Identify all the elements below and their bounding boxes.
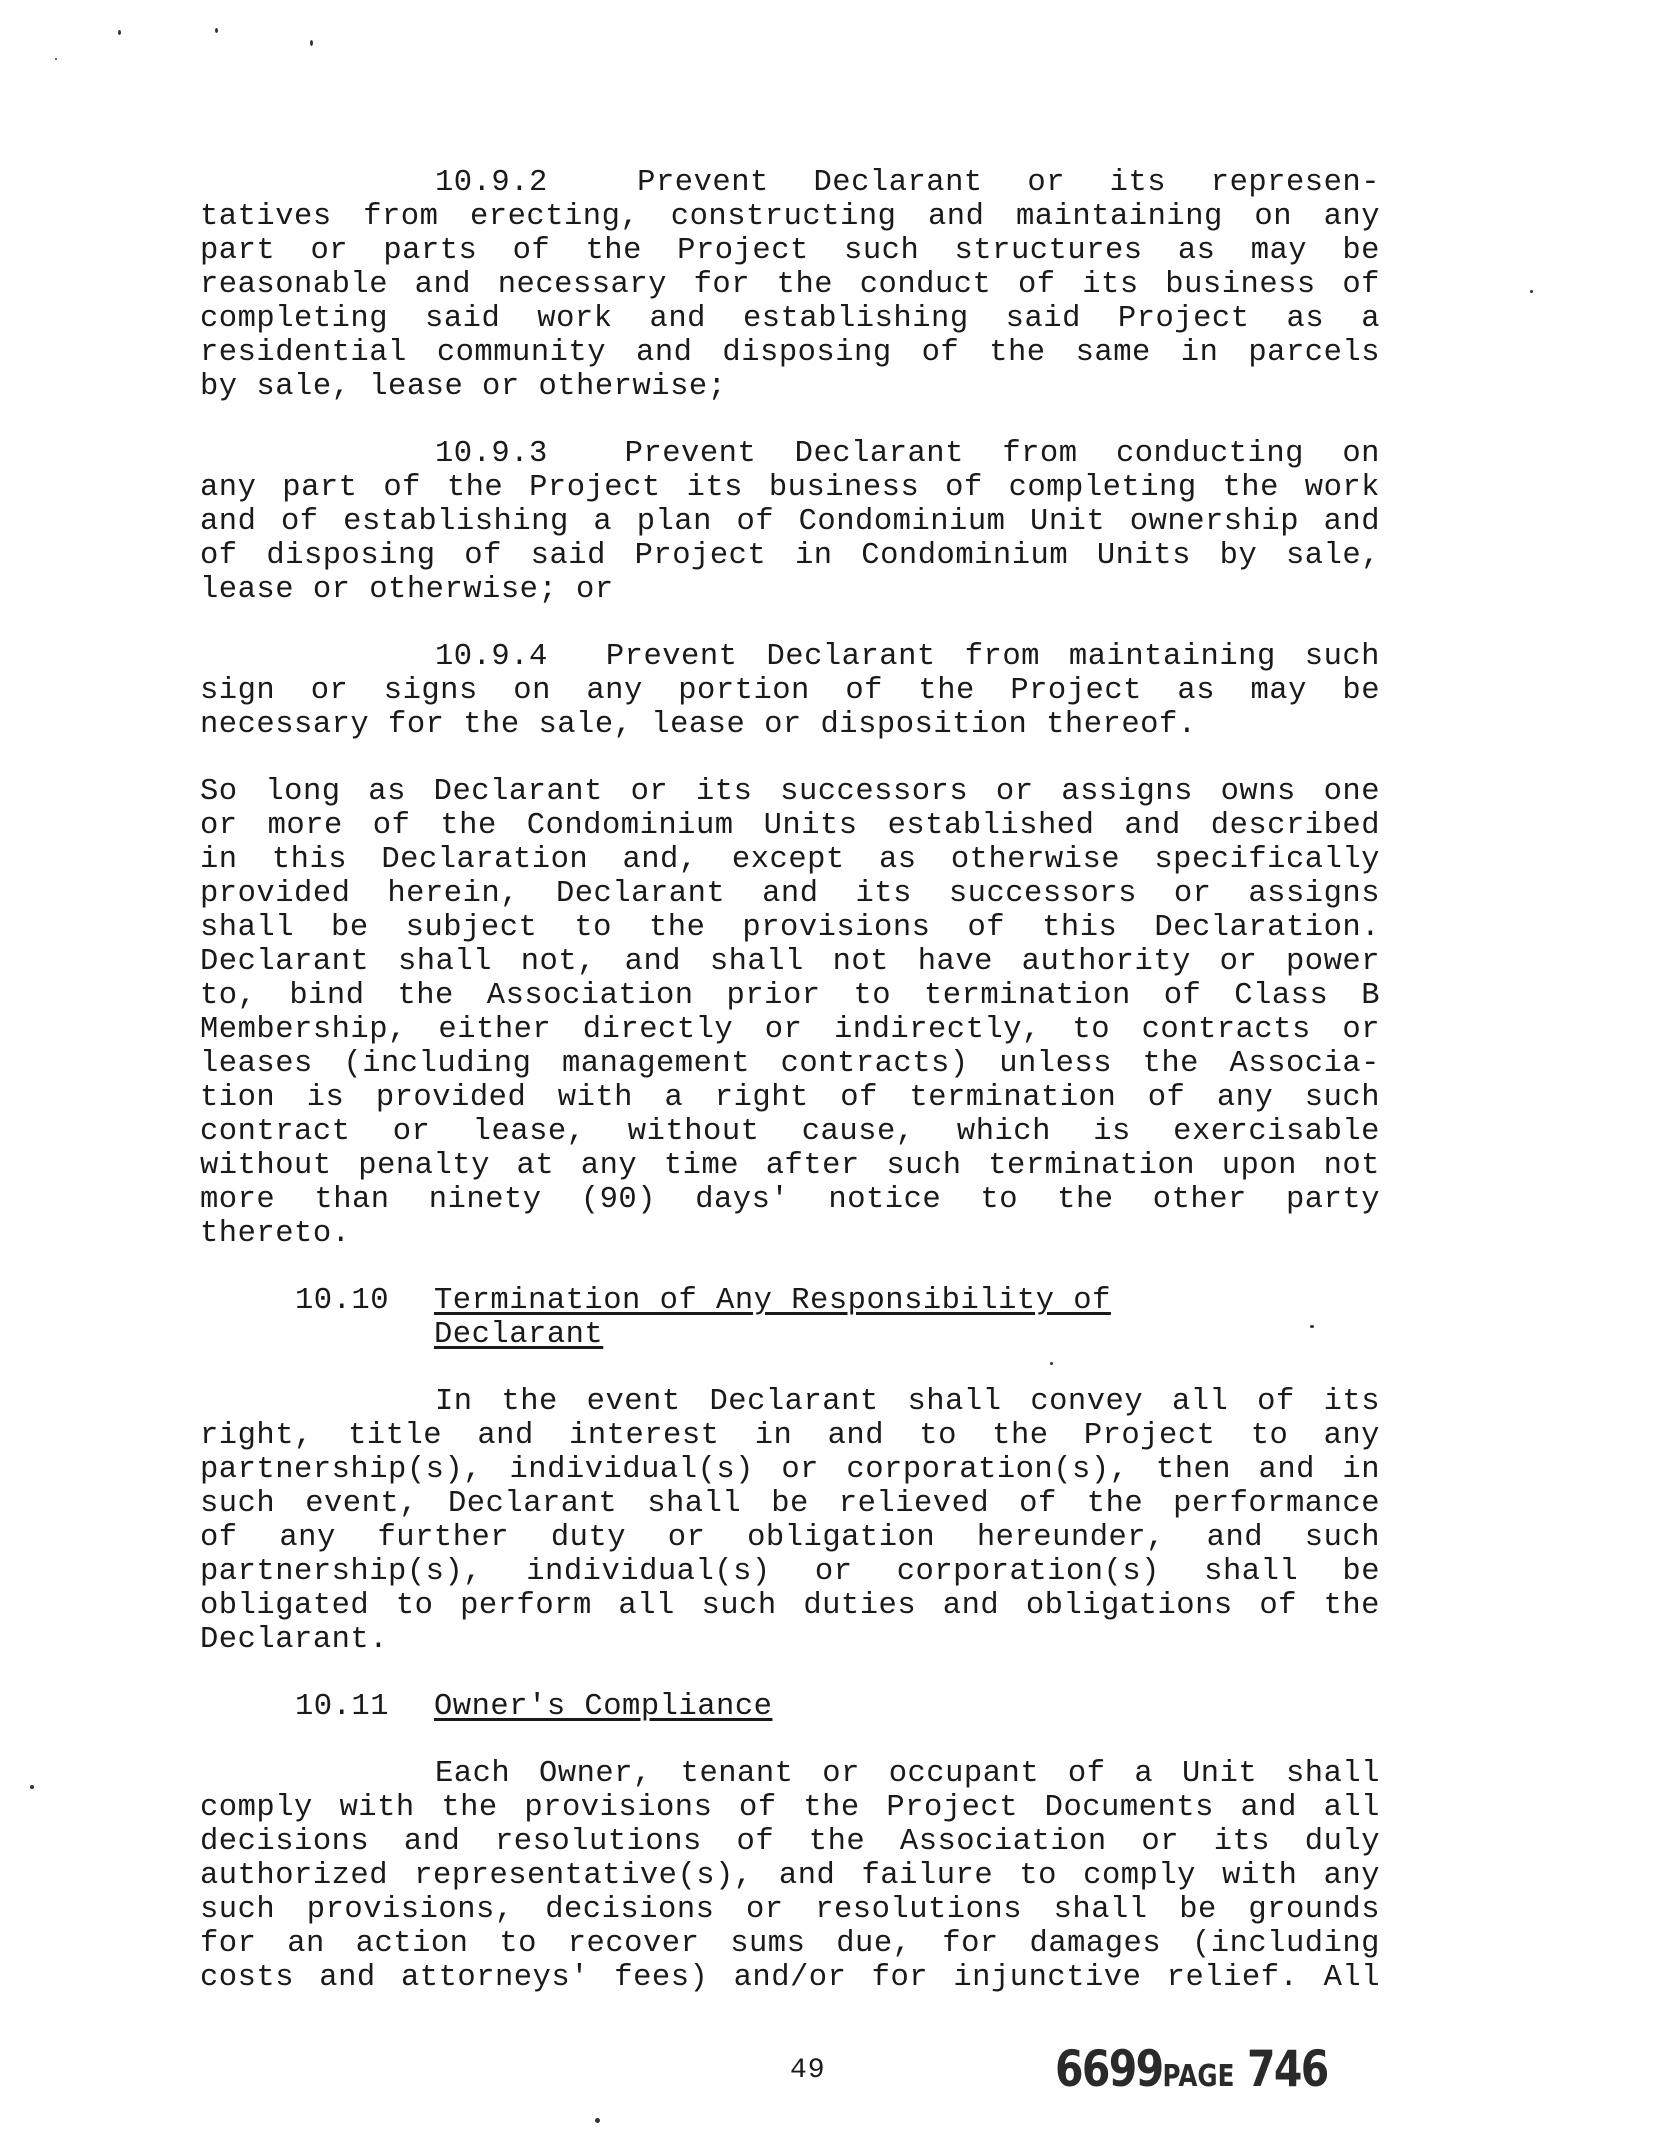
scan-speck	[118, 30, 121, 35]
text-line: Declarant shall not, and shall not have authority or power	[200, 945, 1380, 979]
recording-stamp	[1055, 2040, 1328, 2098]
text-line: right, title and interest in and to the Project to any	[200, 1419, 1380, 1453]
text-line: obligated to perform all such duties and obligations of the	[200, 1589, 1380, 1623]
recording-page: 746	[1247, 2040, 1328, 2098]
text-line: and of establishing a plan of Condominium Unit ownership and	[200, 505, 1380, 539]
text-line: of disposing of said Project in Condominium Units by sale,	[200, 539, 1380, 573]
scan-speck	[595, 2118, 600, 2123]
scan-speck	[215, 28, 218, 33]
scan-speck	[30, 1785, 34, 1789]
text-line: part or parts of the Project such structures as may be	[200, 234, 1380, 268]
section-number: 10.10	[295, 1284, 390, 1318]
text-line: costs and attorneys' fees) and/or for injunctive relief. All	[200, 1961, 1380, 1995]
text-line: In the event Declarant shall convey all of its	[435, 1385, 1380, 1419]
scan-speck	[1530, 290, 1533, 293]
text-line: completing said work and establishing said Project as a	[200, 302, 1380, 336]
text-line: partnership(s), individual(s) or corporation(s) shall be	[200, 1555, 1380, 1589]
section-title: Declarant	[434, 1318, 604, 1352]
text-line: tatives from erecting, constructing and maintaining on any	[200, 200, 1380, 234]
text-line: without penalty at any time after such termination upon not	[200, 1149, 1380, 1183]
text-line: 10.9.4 Prevent Declarant from maintaining such	[435, 640, 1380, 674]
text-line: residential community and disposing of the same in parcels	[200, 336, 1380, 370]
text-line: to, bind the Association prior to termination of Class B	[200, 979, 1380, 1013]
text-line: for an action to recover sums due, for damages (including	[200, 1927, 1380, 1961]
text-line: shall be subject to the provisions of this Declaration.	[200, 911, 1380, 945]
text-line: comply with the provisions of the Project Documents and all	[200, 1791, 1380, 1825]
scan-speck	[1050, 1362, 1053, 1365]
text-line: authorized representative(s), and failure to comply with any	[200, 1859, 1380, 1893]
text-line: lease or otherwise; or	[200, 573, 614, 607]
text-line: or more of the Condominium Units established and described	[200, 809, 1380, 843]
text-line: tion is provided with a right of termination of any such	[200, 1081, 1380, 1115]
text-line: Membership, either directly or indirectly, to contracts or	[200, 1013, 1380, 1047]
text-line: 10.9.3 Prevent Declarant from conducting on	[435, 437, 1380, 471]
text-line: in this Declaration and, except as otherwise specifically	[200, 843, 1380, 877]
scan-speck	[55, 58, 57, 60]
text-line: by sale, lease or otherwise;	[200, 370, 727, 404]
section-title: Owner's Compliance	[434, 1690, 773, 1724]
book-number: 6699	[1055, 2040, 1163, 2098]
text-line: such event, Declarant shall be relieved of the performance	[200, 1487, 1380, 1521]
page-label: PAGE	[1162, 2059, 1235, 2094]
text-line: any part of the Project its business of completing the work	[200, 471, 1380, 505]
text-line: Declarant.	[200, 1623, 389, 1657]
text-line: Each Owner, tenant or occupant of a Unit shall	[435, 1757, 1380, 1791]
text-line: contract or lease, without cause, which is exercisable	[200, 1115, 1380, 1149]
text-line: thereto.	[200, 1217, 351, 1251]
text-line: So long as Declarant or its successors or assigns owns one	[200, 775, 1380, 809]
text-line: decisions and resolutions of the Association or its duly	[200, 1825, 1380, 1859]
text-line: 10.9.2 Prevent Declarant or its represen-	[435, 166, 1380, 200]
text-line: of any further duty or obligation hereunder, and such	[200, 1521, 1380, 1555]
text-line: such provisions, decisions or resolutions shall be grounds	[200, 1893, 1380, 1927]
text-line: necessary for the sale, lease or disposition thereof.	[200, 708, 1197, 742]
text-line: more than ninety (90) days' notice to the other party	[200, 1183, 1380, 1217]
text-line: leases (including management contracts) unless the Associa-	[200, 1047, 1380, 1081]
scan-speck	[310, 40, 313, 46]
text-line: provided herein, Declarant and its successors or assigns	[200, 877, 1380, 911]
text-line: partnership(s), individual(s) or corporation(s), then and in	[200, 1453, 1380, 1487]
text-line: reasonable and necessary for the conduct of its business of	[200, 268, 1380, 302]
section-number: 10.11	[295, 1690, 390, 1724]
text-line: sign or signs on any portion of the Project as may be	[200, 674, 1380, 708]
section-title: Termination of Any Responsibility of	[434, 1284, 1111, 1318]
page-number: 49	[790, 2055, 826, 2086]
scan-speck	[1310, 1325, 1314, 1328]
